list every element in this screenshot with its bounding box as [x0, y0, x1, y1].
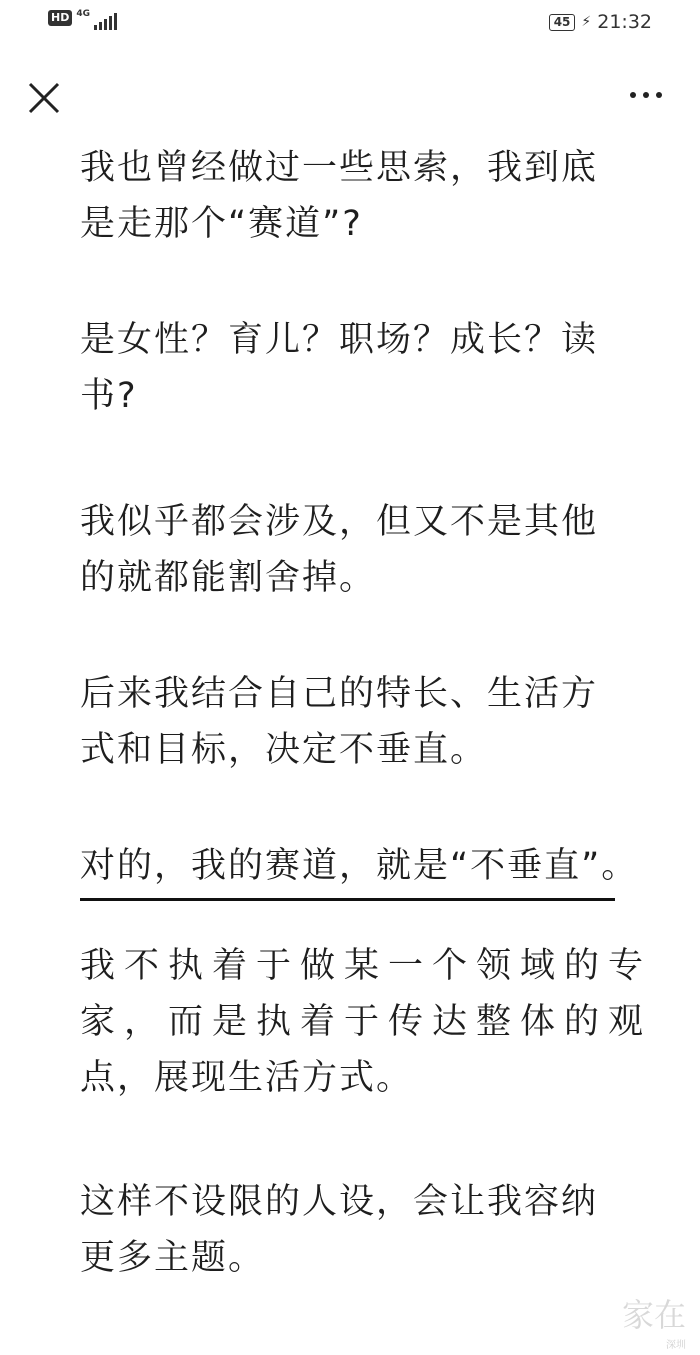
paragraph-1 — [80, 140, 598, 252]
paragraph-line: 这样不设限的人设，会让我容纳 — [80, 1182, 599, 1222]
charging-icon: ⚡ — [581, 14, 592, 30]
paragraph-4 — [80, 666, 598, 778]
watermark-text: 家在 — [621, 1296, 686, 1334]
status-bar — [0, 0, 700, 46]
signal-icon — [94, 12, 117, 30]
network-type: 4G — [76, 9, 90, 19]
paragraph-line: 家，而是执着于传达整体的观 — [80, 1002, 653, 1042]
paragraph-line: 我也曾经做过一些思索，我到底 — [80, 148, 599, 188]
paragraph-line: 的就都能割舍掉。 — [80, 558, 377, 598]
more-dots-icon[interactable] — [630, 92, 662, 98]
close-icon[interactable] — [26, 80, 62, 116]
watermark-logo — [622, 1290, 686, 1351]
paragraph-line: 更多主题。 — [80, 1238, 266, 1278]
nav-bar — [0, 60, 700, 140]
status-time: 21:32 — [597, 11, 652, 33]
hd-badge: HD — [48, 10, 72, 26]
paragraph-line: 点，展现生活方式。 — [80, 1058, 414, 1098]
highlight-underline — [80, 898, 615, 901]
paragraph-line: 我似乎都会涉及，但又不是其他 — [80, 502, 599, 542]
battery-icon: 45 — [549, 14, 576, 31]
paragraph-line: 式和目标，决定不垂直。 — [80, 730, 488, 770]
paragraph-6 — [80, 938, 652, 1106]
paragraph-line: 是女性？育儿？职场？成长？读 — [80, 320, 599, 360]
paragraph-3 — [80, 494, 598, 606]
paragraph-line: 后来我结合自己的特长、生活方 — [80, 674, 599, 714]
paragraph-line: 对的，我的赛道，就是“不垂直”。 — [80, 846, 639, 886]
paragraph-line: 是走那个“赛道”? — [80, 204, 363, 244]
paragraph-7 — [80, 1174, 598, 1286]
watermark-sub: 深圳 — [666, 1340, 686, 1351]
paragraph-line: 我不执着于做某一个领域的专 — [80, 946, 653, 986]
paragraph-highlight — [80, 838, 638, 894]
paragraph-line: 书? — [80, 376, 138, 416]
paragraph-2 — [80, 312, 598, 424]
status-left — [48, 10, 117, 30]
status-right — [549, 11, 652, 33]
